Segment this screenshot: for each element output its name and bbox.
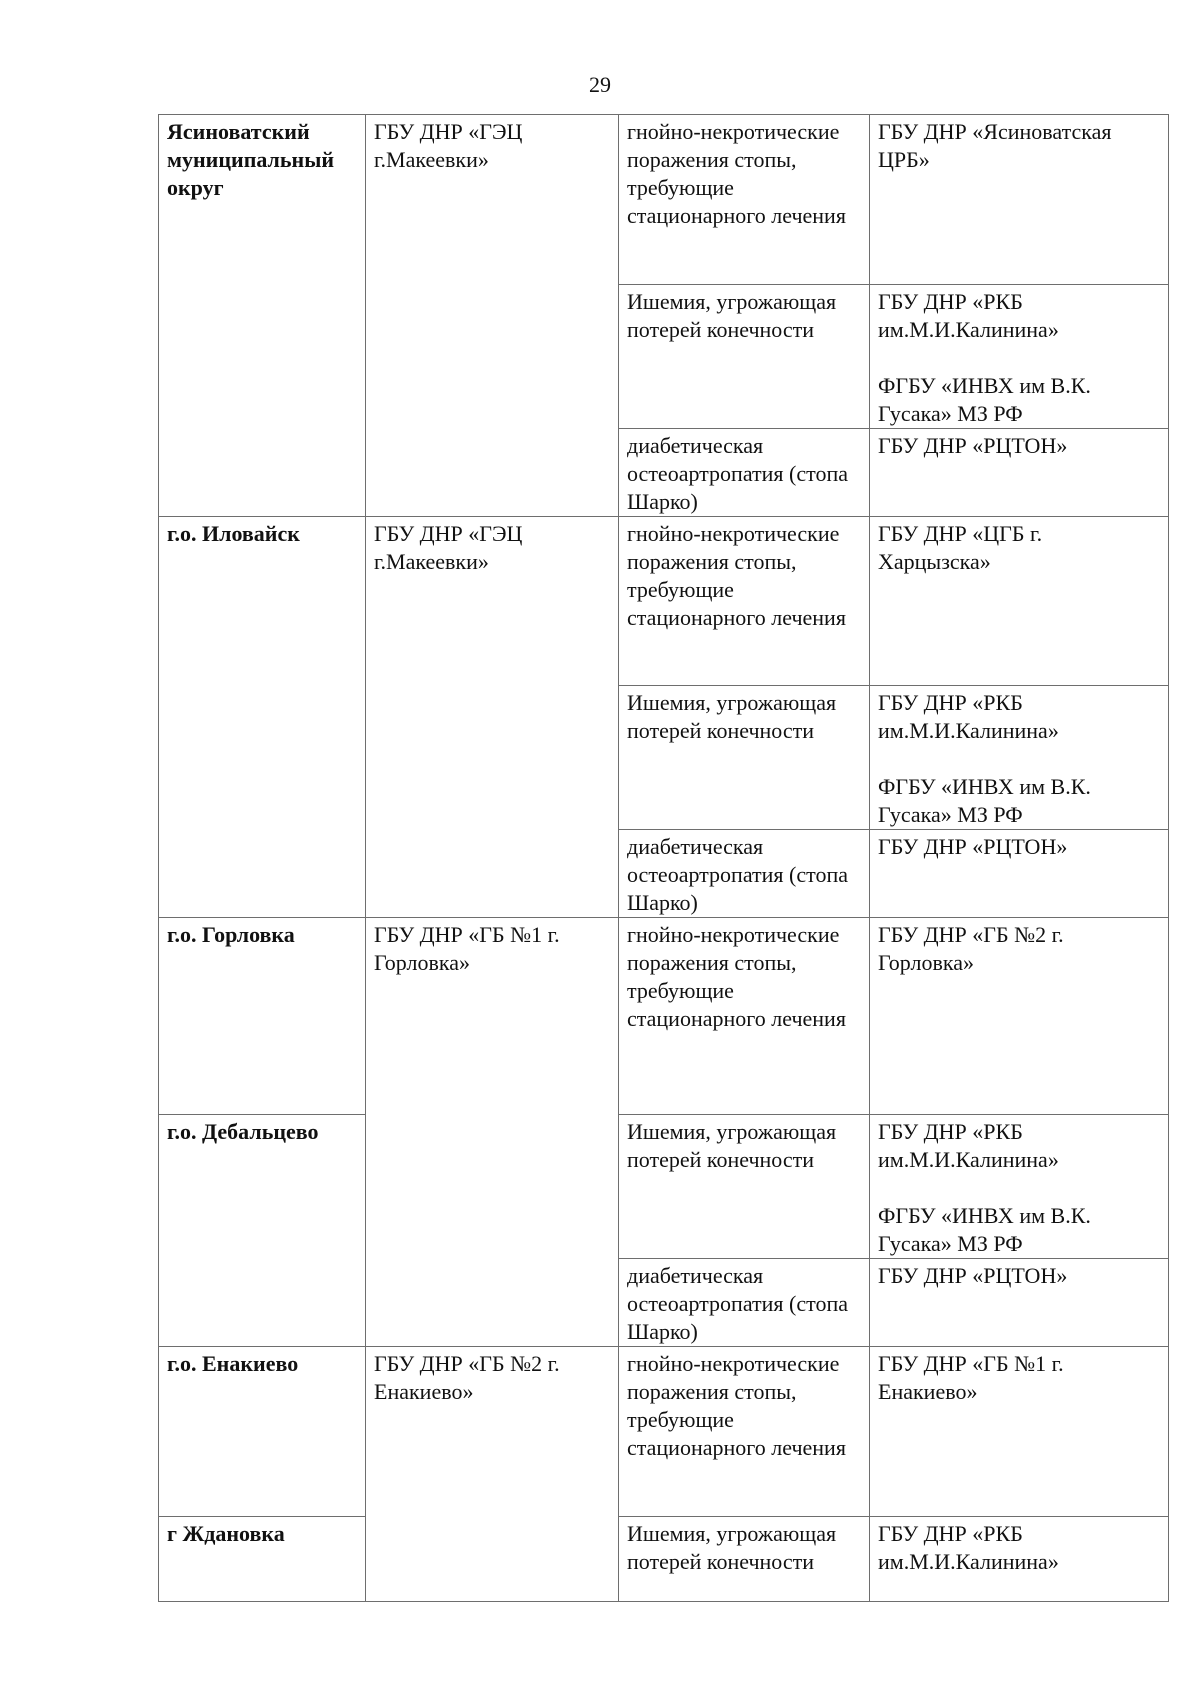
- receiving-institution: ФГБУ «ИНВХ им В.К. Гусака» МЗ РФ: [878, 373, 1091, 426]
- referring-institution: ГБУ ДНР «ГЭЦ г.Макеевки»: [374, 119, 523, 172]
- receiving-cell: [870, 1259, 1169, 1347]
- area-name: Ясиноватский муниципальный округ: [167, 119, 335, 200]
- area-cell: [159, 1517, 366, 1602]
- area-cell: [159, 1115, 366, 1347]
- area-cell: [159, 115, 366, 517]
- receiving-institution: ГБУ ДНР «ГБ №1 г. Енакиево»: [878, 1351, 1064, 1404]
- area-cell: [159, 1347, 366, 1517]
- area-cell: [159, 517, 366, 918]
- receiving-cell: [870, 517, 1169, 686]
- referring-cell: [366, 918, 619, 1347]
- condition-cell: [619, 1259, 870, 1347]
- receiving-cell: [870, 686, 1169, 830]
- receiving-institution: ГБУ ДНР «РКБ им.М.И.Калинина»: [878, 690, 1059, 743]
- area-name: г.о. Дебальцево: [167, 1119, 319, 1144]
- condition-text: Ишемия, угрожающая потерей конечности: [627, 289, 837, 342]
- receiving-institution: ГБУ ДНР «РКБ им.М.И.Калинина»: [878, 1521, 1059, 1574]
- condition-cell: [619, 918, 870, 1115]
- condition-cell: [619, 1115, 870, 1259]
- receiving-cell: [870, 115, 1169, 285]
- area-name: г.о. Иловайск: [167, 521, 300, 546]
- receiving-institution: ГБУ ДНР «РКБ им.М.И.Калинина»: [878, 289, 1059, 342]
- receiving-institution: ФГБУ «ИНВХ им В.К. Гусака» МЗ РФ: [878, 774, 1091, 827]
- table-row: [159, 918, 1169, 1115]
- condition-text: гнойно-некротические поражения стопы, требующие стационарного лечения: [627, 922, 846, 1031]
- receiving-institution: ГБУ ДНР «РЦТОН»: [878, 433, 1068, 458]
- receiving-cell: [870, 285, 1169, 429]
- routing-table: [158, 114, 1169, 1602]
- receiving-institution: ГБУ ДНР «РКБ им.М.И.Калинина»: [878, 1119, 1059, 1172]
- receiving-cell: [870, 1347, 1169, 1517]
- condition-cell: [619, 830, 870, 918]
- receiving-institution: ФГБУ «ИНВХ им В.К. Гусака» МЗ РФ: [878, 1203, 1091, 1256]
- referring-institution: ГБУ ДНР «ГБ №2 г. Енакиево»: [374, 1351, 560, 1404]
- condition-text: гнойно-некротические поражения стопы, требующие стационарного лечения: [627, 1351, 846, 1460]
- receiving-institution: ГБУ ДНР «Ясиноватская ЦРБ»: [878, 119, 1112, 172]
- area-cell: [159, 918, 366, 1115]
- receiving-cell: [870, 429, 1169, 517]
- condition-cell: [619, 285, 870, 429]
- referring-cell: [366, 1347, 619, 1602]
- condition-cell: [619, 686, 870, 830]
- receiving-institution: ГБУ ДНР «ГБ №2 г. Горловка»: [878, 922, 1064, 975]
- receiving-cell: [870, 1517, 1169, 1602]
- condition-text: Ишемия, угрожающая потерей конечности: [627, 690, 837, 743]
- receiving-cell: [870, 830, 1169, 918]
- condition-text: Ишемия, угрожающая потерей конечности: [627, 1119, 837, 1172]
- condition-text: Ишемия, угрожающая потерей конечности: [627, 1521, 837, 1574]
- condition-text: диабетическая остеоартропатия (стопа Шарко): [627, 433, 848, 514]
- receiving-cell: [870, 1115, 1169, 1259]
- area-name: г.о. Енакиево: [167, 1351, 299, 1376]
- condition-cell: [619, 1347, 870, 1517]
- condition-cell: [619, 1517, 870, 1602]
- table-row: [159, 1115, 1169, 1259]
- receiving-institution: ГБУ ДНР «РЦТОН»: [878, 834, 1068, 859]
- condition-text: гнойно-некротические поражения стопы, требующие стационарного лечения: [627, 521, 846, 630]
- table-row: [159, 115, 1169, 285]
- condition-text: диабетическая остеоартропатия (стопа Шарко): [627, 1263, 848, 1344]
- area-name: г Ждановка: [167, 1521, 285, 1546]
- area-name: г.о. Горловка: [167, 922, 295, 947]
- referring-cell: [366, 517, 619, 918]
- receiving-institution: ГБУ ДНР «РЦТОН»: [878, 1263, 1068, 1288]
- referring-cell: [366, 115, 619, 517]
- table-row: [159, 517, 1169, 686]
- condition-cell: [619, 429, 870, 517]
- condition-cell: [619, 517, 870, 686]
- table-row: [159, 1347, 1169, 1517]
- condition-text: гнойно-некротические поражения стопы, требующие стационарного лечения: [627, 119, 846, 228]
- receiving-cell: [870, 918, 1169, 1115]
- condition-text: диабетическая остеоартропатия (стопа Шарко): [627, 834, 848, 915]
- condition-cell: [619, 115, 870, 285]
- referring-institution: ГБУ ДНР «ГБ №1 г. Горловка»: [374, 922, 560, 975]
- receiving-institution: ГБУ ДНР «ЦГБ г. Харцызска»: [878, 521, 1043, 574]
- table-row: [159, 1517, 1169, 1602]
- referring-institution: ГБУ ДНР «ГЭЦ г.Макеевки»: [374, 521, 523, 574]
- page-number: 29: [589, 72, 611, 97]
